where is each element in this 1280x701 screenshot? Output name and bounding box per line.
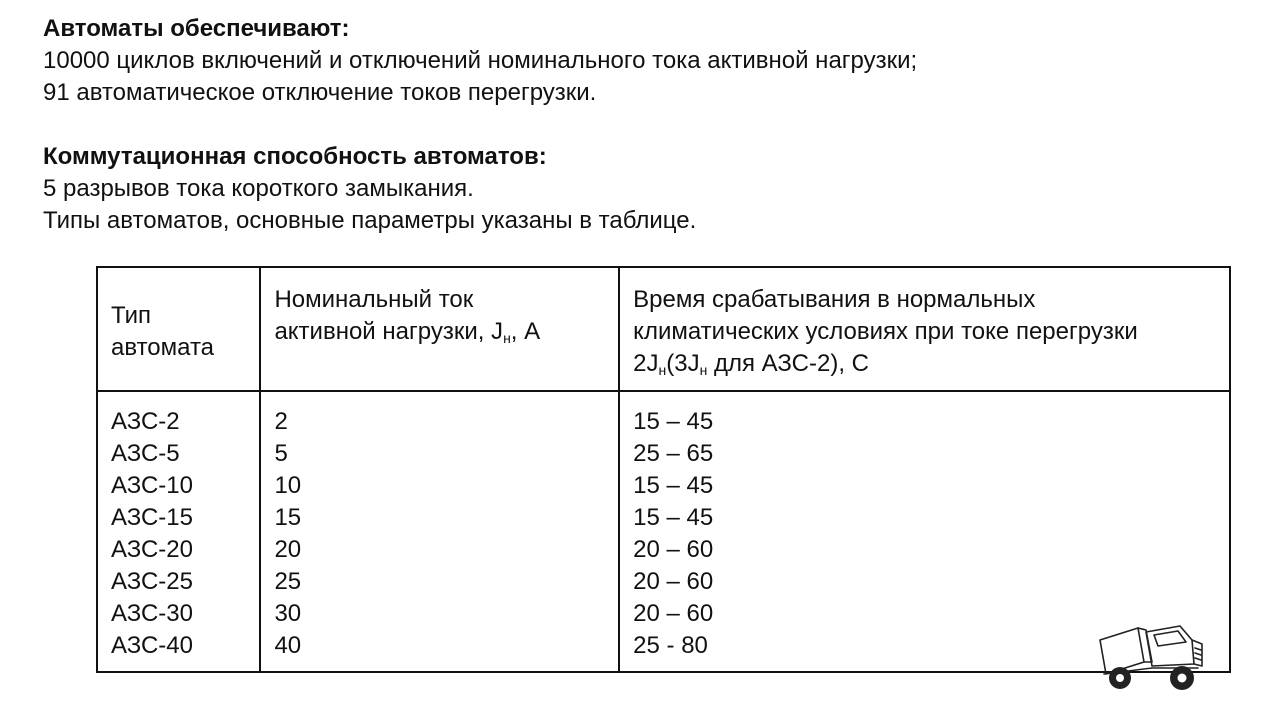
header-current-line: Номинальный ток (274, 286, 474, 313)
current-column (260, 391, 619, 672)
capacity-heading: Коммутационная способность автоматов: (43, 143, 547, 170)
header-time-line (633, 348, 1229, 380)
header-time-line: Время срабатывания в нормальных (633, 286, 1036, 313)
type-cell: АЗС-10 (111, 472, 193, 499)
truck-icon (1094, 618, 1206, 696)
type-column (97, 391, 260, 672)
header-current-text: активной нагрузки, J (274, 318, 504, 345)
time-cell: 25 – 65 (633, 440, 714, 467)
current-cell: 25 (274, 568, 302, 595)
capacity-block (43, 141, 1223, 237)
time-cell: 25 - 80 (633, 632, 708, 659)
type-cell: АЗС-30 (111, 600, 193, 627)
header-time-text: 2J (633, 350, 659, 377)
header-time-unit: для АЗС-2), С (707, 350, 869, 377)
header-time-line: климатических условиях при токе перегрузки (633, 318, 1138, 345)
table-header-row (97, 267, 1230, 391)
time-cell: 15 – 45 (633, 504, 714, 531)
type-cell: АЗС-15 (111, 504, 193, 531)
type-cell: АЗС-5 (111, 440, 180, 467)
capacity-line: Типы автоматов, основные параметры указаны в таблице. (43, 207, 697, 234)
current-cell: 5 (274, 440, 288, 467)
header-time (619, 267, 1230, 391)
header-current (260, 267, 619, 391)
header-type-line: Тип (111, 302, 152, 329)
capacity-line: 5 разрывов тока короткого замыкания. (43, 175, 474, 202)
type-cell: АЗС-2 (111, 408, 180, 435)
header-current-subscript: н (503, 330, 511, 346)
current-cell: 30 (274, 600, 302, 627)
breaker-params-table (96, 266, 1231, 673)
type-cell: АЗС-25 (111, 568, 193, 595)
current-cell: 2 (274, 408, 288, 435)
intro-block (43, 13, 1223, 109)
header-time-subscript: н (699, 362, 708, 378)
time-cell: 15 – 45 (633, 472, 714, 499)
time-cell: 20 – 60 (633, 536, 714, 563)
header-current-line (274, 316, 618, 348)
current-cell: 20 (274, 536, 302, 563)
type-cell: АЗС-40 (111, 632, 193, 659)
header-type-line: автомата (111, 334, 215, 361)
header-current-unit: , А (510, 318, 541, 345)
header-time-subscript: н (658, 362, 667, 378)
header-type (97, 267, 260, 391)
intro-line: 10000 циклов включений и отключений номинального тока активной нагрузки; (43, 47, 918, 74)
current-cell: 10 (274, 472, 302, 499)
current-cell: 15 (274, 504, 302, 531)
current-cell: 40 (274, 632, 302, 659)
type-cell: АЗС-20 (111, 536, 193, 563)
intro-heading: Автоматы обеспечивают: (43, 15, 350, 42)
time-cell: 20 – 60 (633, 568, 714, 595)
table-body-row (97, 391, 1230, 672)
intro-line: 91 автоматическое отключение токов перегрузки. (43, 79, 597, 106)
time-cell: 20 – 60 (633, 600, 714, 627)
time-cell: 15 – 45 (633, 408, 714, 435)
header-time-text: (3J (666, 350, 700, 377)
